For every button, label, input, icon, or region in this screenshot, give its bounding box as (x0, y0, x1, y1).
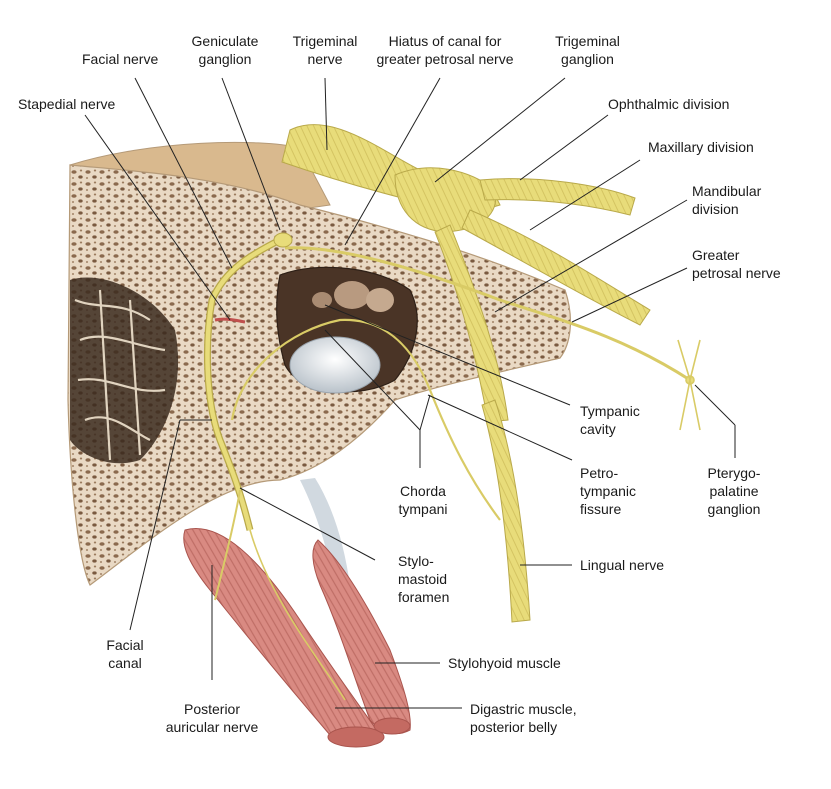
ophthalmic-division (480, 179, 635, 215)
label-greater-petrosal-nerve: Greater petrosal nerve (692, 247, 781, 281)
ossicle-stapes (312, 292, 332, 308)
label-ophthalmic-division: Ophthalmic division (608, 96, 730, 112)
label-facial-nerve: Facial nerve (82, 51, 159, 67)
label-stylomastoid-foramen: Stylo- mastoid foramen (398, 553, 450, 605)
label-stylohyoid-muscle: Stylohyoid muscle (448, 655, 561, 671)
label-tympanic-cavity: Tympanic cavity (580, 403, 640, 437)
label-trigeminal-ganglion: Trigeminal ganglion (555, 33, 620, 67)
label-maxillary-division: Maxillary division (648, 139, 754, 155)
label-lingual-nerve: Lingual nerve (580, 557, 665, 573)
label-facial-canal: Facial canal (106, 637, 144, 671)
tympanic-membrane (290, 337, 380, 393)
label-hiatus: Hiatus of canal for greater petrosal nerve (376, 33, 514, 67)
label-trigeminal-nerve: Trigeminal nerve (292, 33, 358, 67)
lingual-nerve (482, 400, 530, 622)
label-mandibular-division: Mandibular division (692, 183, 762, 217)
label-geniculate-ganglion: Geniculate ganglion (191, 33, 259, 67)
label-petrotympanic-fissure: Petro- tympanic fissure (580, 465, 637, 517)
stylohyoid-cut-end (374, 718, 410, 734)
label-stapedial-nerve: Stapedial nerve (18, 96, 116, 112)
ossicle-malleus (366, 288, 394, 312)
label-chorda-tympani: Chorda tympani (398, 483, 448, 517)
label-pterygopalatine-ganglion: Pterygo- palatine ganglion (707, 465, 761, 517)
pterygopalatine-ganglion (678, 340, 700, 430)
label-posterior-auricular-nerve: Posterior auricular nerve (165, 701, 259, 735)
ossicle-incus (334, 281, 370, 309)
label-digastric-muscle: Digastric muscle, posterior belly (470, 701, 577, 735)
geniculate-ganglion-shape (274, 233, 292, 247)
